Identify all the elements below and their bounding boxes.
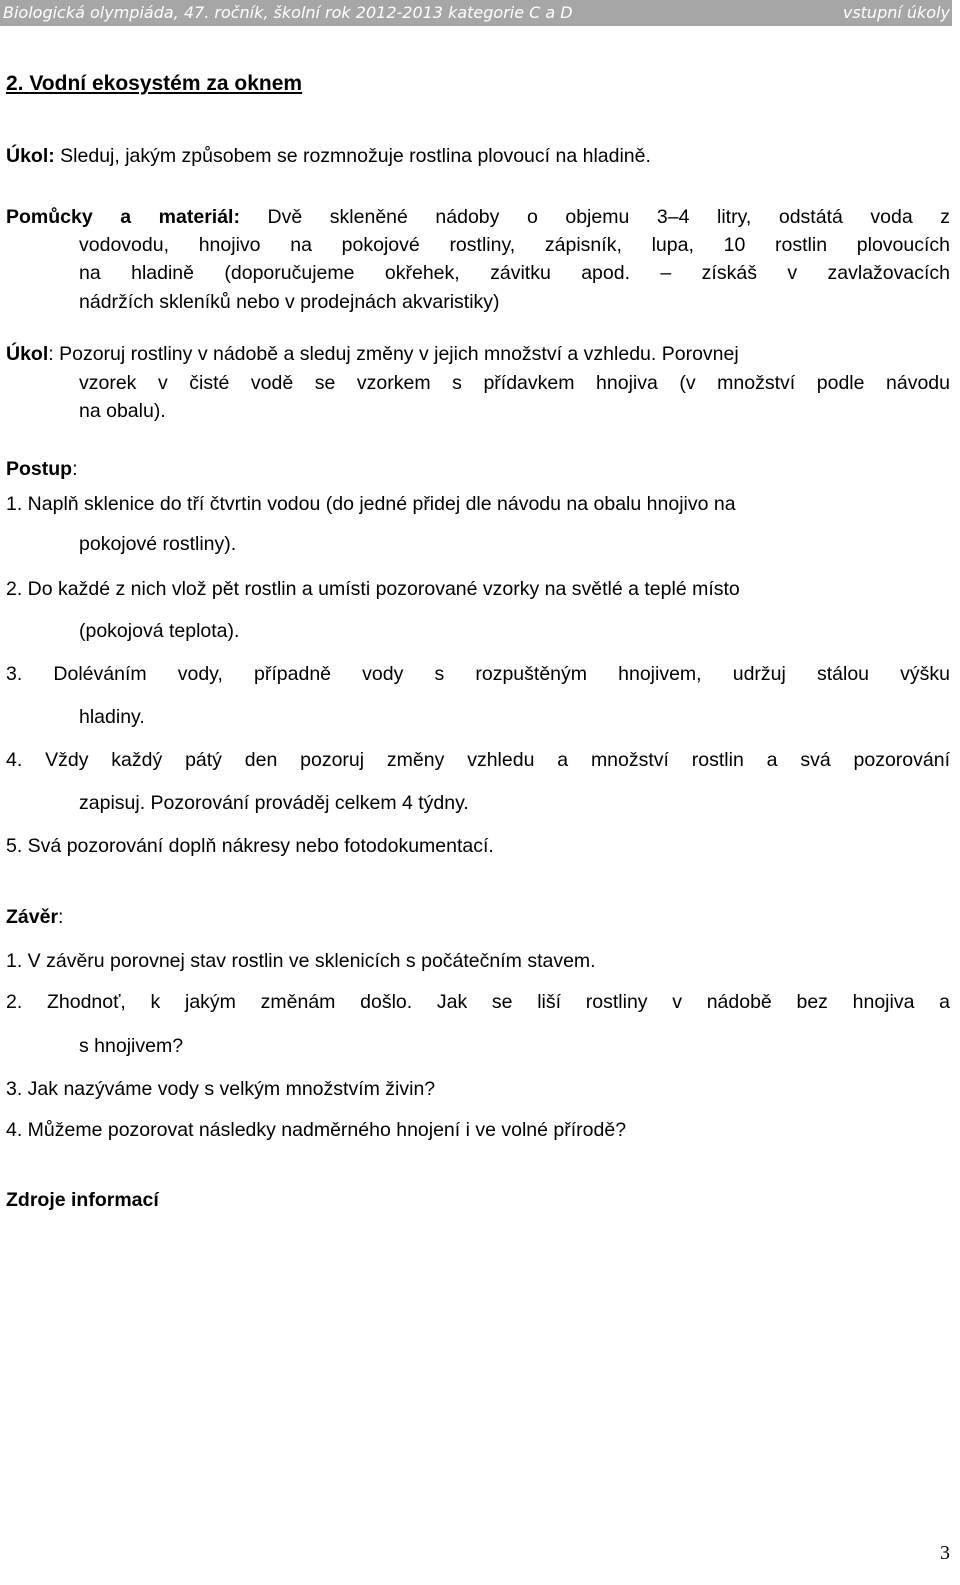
conclusion-label: Závěr — [6, 906, 59, 928]
procedure-step-3-line-2: hladiny. — [79, 706, 145, 728]
page-number: 3 — [940, 1542, 950, 1564]
conclusion-heading — [6, 906, 63, 929]
procedure-label: Postup — [6, 458, 73, 480]
procedure-heading — [6, 458, 78, 481]
section-number: 2. — [6, 72, 24, 95]
header-section: vstupní úkoly — [842, 3, 950, 22]
conclusion-item-2-line-1: 2. Zhodnoť, k jakým změnám došlo. Jak se liší rostliny v nádobě bez hnojiva a — [6, 991, 950, 1013]
procedure-step-4-line-2: zapisuj. Pozorování prováděj celkem 4 týdny. — [79, 792, 469, 814]
conclusion-item-3: 3. Jak nazýváme vody s velkým množstvím živin? — [6, 1078, 436, 1100]
procedure-step-3-line-1: 3. Doléváním vody, případně vody s rozpuštěným hnojivem, udržuj stálou výšku — [6, 663, 950, 685]
task-2-text-1: : Pozoruj rostliny v nádobě a sleduj změny v jejich množství a vzhledu. Porovnej — [48, 343, 739, 365]
procedure-step-2-line-1: 2. Do každé z nich vlož pět rostlin a umísti pozorované vzorky na světlé a teplé místo — [6, 578, 740, 600]
procedure-step-1-line-1: 1. Naplň sklenice do tří čtvrtin vodou (do jedné přidej dle návodu na obalu hnojivo na — [6, 493, 736, 515]
procedure-step-1-line-2: pokojové rostliny). — [79, 533, 237, 555]
conclusion-item-4: 4. Můžeme pozorovat následky nadměrného hnojení i ve volné přírodě? — [6, 1119, 627, 1141]
header-competition: Biologická olympiáda, 47. ročník, školní rok 2012-2013 kategorie C a D — [3, 3, 573, 22]
materials-line-2: vodovodu, hnojivo na pokojové rostliny, zápisník, lupa, 10 rostlin plovoucích — [79, 234, 950, 256]
materials-text-1: Dvě skleněné nádoby o objemu 3–4 litry, odstátá voda z — [267, 206, 950, 228]
task-1-text: Sleduj, jakým způsobem se rozmnožuje rostlina plovoucí na hladině. — [60, 145, 651, 167]
materials-line-3: na hladině (doporučujeme okřehek, závitku apod. – získáš v zavlažovacích — [79, 262, 950, 284]
task-1-label: Úkol: — [6, 145, 55, 167]
task-2-label: Úkol — [6, 343, 49, 365]
section-title — [6, 72, 302, 96]
materials-line-1 — [6, 206, 950, 229]
procedure-colon: : — [72, 458, 78, 480]
conclusion-colon: : — [58, 906, 64, 928]
task-1 — [6, 145, 651, 168]
page-header — [0, 0, 952, 26]
task-2-line-1 — [6, 343, 739, 366]
task-2-line-2: vzorek v čisté vodě se vzorkem s přídavkem hnojiva (v množství podle návodu — [79, 372, 950, 394]
procedure-step-4-line-1: 4. Vždy každý pátý den pozoruj změny vzhledu a množství rostlin a svá pozorování — [6, 749, 950, 771]
materials-line-4: nádržích skleníků nebo v prodejnách akvaristiky) — [79, 291, 500, 313]
materials-label: Pomůcky a materiál: — [6, 206, 240, 228]
conclusion-item-1: 1. V závěru porovnej stav rostlin ve sklenicích s počátečním stavem. — [6, 950, 596, 972]
sources-heading: Zdroje informací — [6, 1189, 159, 1211]
section-title-text: Vodní ekosystém za oknem — [29, 72, 303, 95]
procedure-step-2-line-2: (pokojová teplota). — [79, 620, 240, 642]
procedure-step-5: 5. Svá pozorování doplň nákresy nebo fotodokumentací. — [6, 835, 494, 857]
conclusion-item-2-line-2: s hnojivem? — [79, 1035, 184, 1057]
task-2-line-3: na obalu). — [79, 400, 166, 422]
